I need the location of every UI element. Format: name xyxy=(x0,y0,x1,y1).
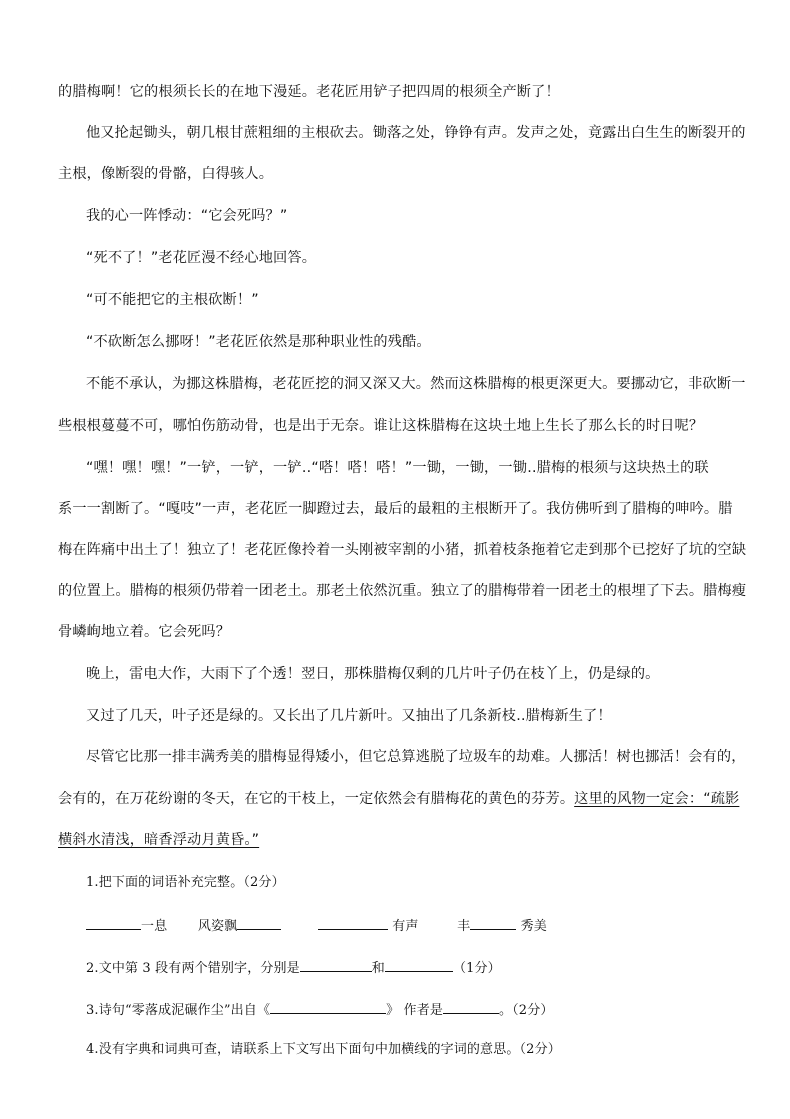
question-3 xyxy=(86,999,554,1021)
paragraph-line: “死不了！”老花匠漫不经心地回答。 xyxy=(86,250,317,266)
paragraph-line: 不能不承认，为挪这株腊梅，老花匠挖的洞又深又大。然而这株腊梅的根更深更大。要挪动它，非砍断一 xyxy=(86,376,746,392)
answer-blank[interactable] xyxy=(443,999,499,1014)
underlined-phrase: 这里的风物一定会：“疏影 xyxy=(574,791,740,807)
paragraph-line: 些根根蔓蔓不可，哪怕伤筋动骨，也是出于无奈。谁让这株腊梅在这块土地上生长了那么长的时日呢？ xyxy=(58,418,704,434)
question-text: （1分） xyxy=(452,961,501,976)
paragraph-line: 的位置上。腊梅的根须仍带着一团老土。那老土依然沉重。独立了的腊梅带着一团老土的根埋了下去。腊梅瘦 xyxy=(58,583,747,599)
question-text: 3.诗句“零落成泥碾作尘”出自《 xyxy=(86,1003,271,1018)
paragraph-line: 主根，像断裂的骨骼，白得骇人。 xyxy=(58,166,274,182)
paragraph-line: 的腊梅啊！它的根须长长的在地下漫延。老花匠用铲子把四周的根须全产断了！ xyxy=(58,84,560,100)
paragraph-line: 他又抡起锄头，朝几根甘蔗粗细的主根砍去。锄落之处，铮铮有声。发声之处，竟露出白生生的断裂开的 xyxy=(86,125,746,141)
paragraph-line: “可不能把它的主根砍断！” xyxy=(86,292,259,308)
question-2 xyxy=(86,957,501,979)
answer-blank[interactable] xyxy=(300,957,372,972)
question-4: 4.没有字典和词典可查，请联系上下文写出下面句中加横线的字词的意思。（2分） xyxy=(86,1042,561,1057)
question-1: 1.把下面的词语补充完整。（2分） xyxy=(86,875,285,890)
blank-prefix: 丰 xyxy=(457,919,471,934)
question-text: 》 作者是 xyxy=(386,1003,443,1018)
answer-blank[interactable] xyxy=(318,915,388,930)
answer-blank[interactable] xyxy=(86,915,141,930)
blank-prefix: 风姿飘 xyxy=(197,919,238,934)
answer-blank[interactable] xyxy=(470,915,516,930)
paragraph-line xyxy=(58,830,259,850)
question-text: 和 xyxy=(371,961,385,976)
paragraph-line: 系一一割断了。“嘎吱”一声，老花匠一脚蹬过去，最后的最粗的主根断开了。我仿佛听到了腊梅的呻吟。腊 xyxy=(58,501,733,517)
question-text: 2.文中第 3 段有两个错别字，分别是 xyxy=(86,961,300,976)
paragraph-text: 会有的，在万花纷谢的冬天，在它的干枝上，一定依然会有腊梅花的黄色的芬芳。 xyxy=(58,791,575,807)
paragraph-line: 骨嶙峋地立着。它会死吗？ xyxy=(58,624,231,640)
paragraph-line: 晚上，雷电大作，大雨下了个透！翌日，那株腊梅仅剩的几片叶子仍在枝丫上，仍是绿的。 xyxy=(86,666,660,682)
answer-blank[interactable] xyxy=(385,957,453,972)
paragraph-line xyxy=(58,789,739,809)
answer-blank[interactable] xyxy=(270,999,386,1014)
paragraph-line: 尽管它比那一排丰满秀美的腊梅显得矮小，但它总算逃脱了垃圾车的劫难。人挪活！树也挪活！会有的， xyxy=(86,749,746,765)
paragraph-line: “不砍断怎么挪呀！”老花匠依然是那种职业性的残酷。 xyxy=(86,334,431,350)
blank-suffix: 一息 xyxy=(141,919,168,934)
paragraph-line: “嘿！嘿！嘿！”一铲，一铲，一铲‥“嗒！嗒！嗒！”一锄，一锄，一锄‥腊梅的根须与这块热土的联 xyxy=(86,460,709,476)
blank-suffix: 秀美 xyxy=(520,919,547,934)
blank-suffix: 有声 xyxy=(392,919,419,934)
paragraph-line: 梅在阵痛中出土了！独立了！老花匠像拎着一头刚被宰割的小猪，抓着枝条拖着它走到那个已挖好了坑的空缺 xyxy=(58,542,747,558)
answer-blank[interactable] xyxy=(237,915,281,930)
paragraph-line: 又过了几天，叶子还是绿的。又长出了几片新叶。又抽出了几条新枝‥腊梅新生了！ xyxy=(86,708,612,724)
underlined-phrase: 横斜水清浅，暗香浮动月黄昏。” xyxy=(58,832,260,848)
question-text: 。（2分） xyxy=(499,1003,554,1018)
question-1-blanks xyxy=(86,915,547,937)
paragraph-line: 我的心一阵悸动：“它会死吗？” xyxy=(86,208,288,224)
